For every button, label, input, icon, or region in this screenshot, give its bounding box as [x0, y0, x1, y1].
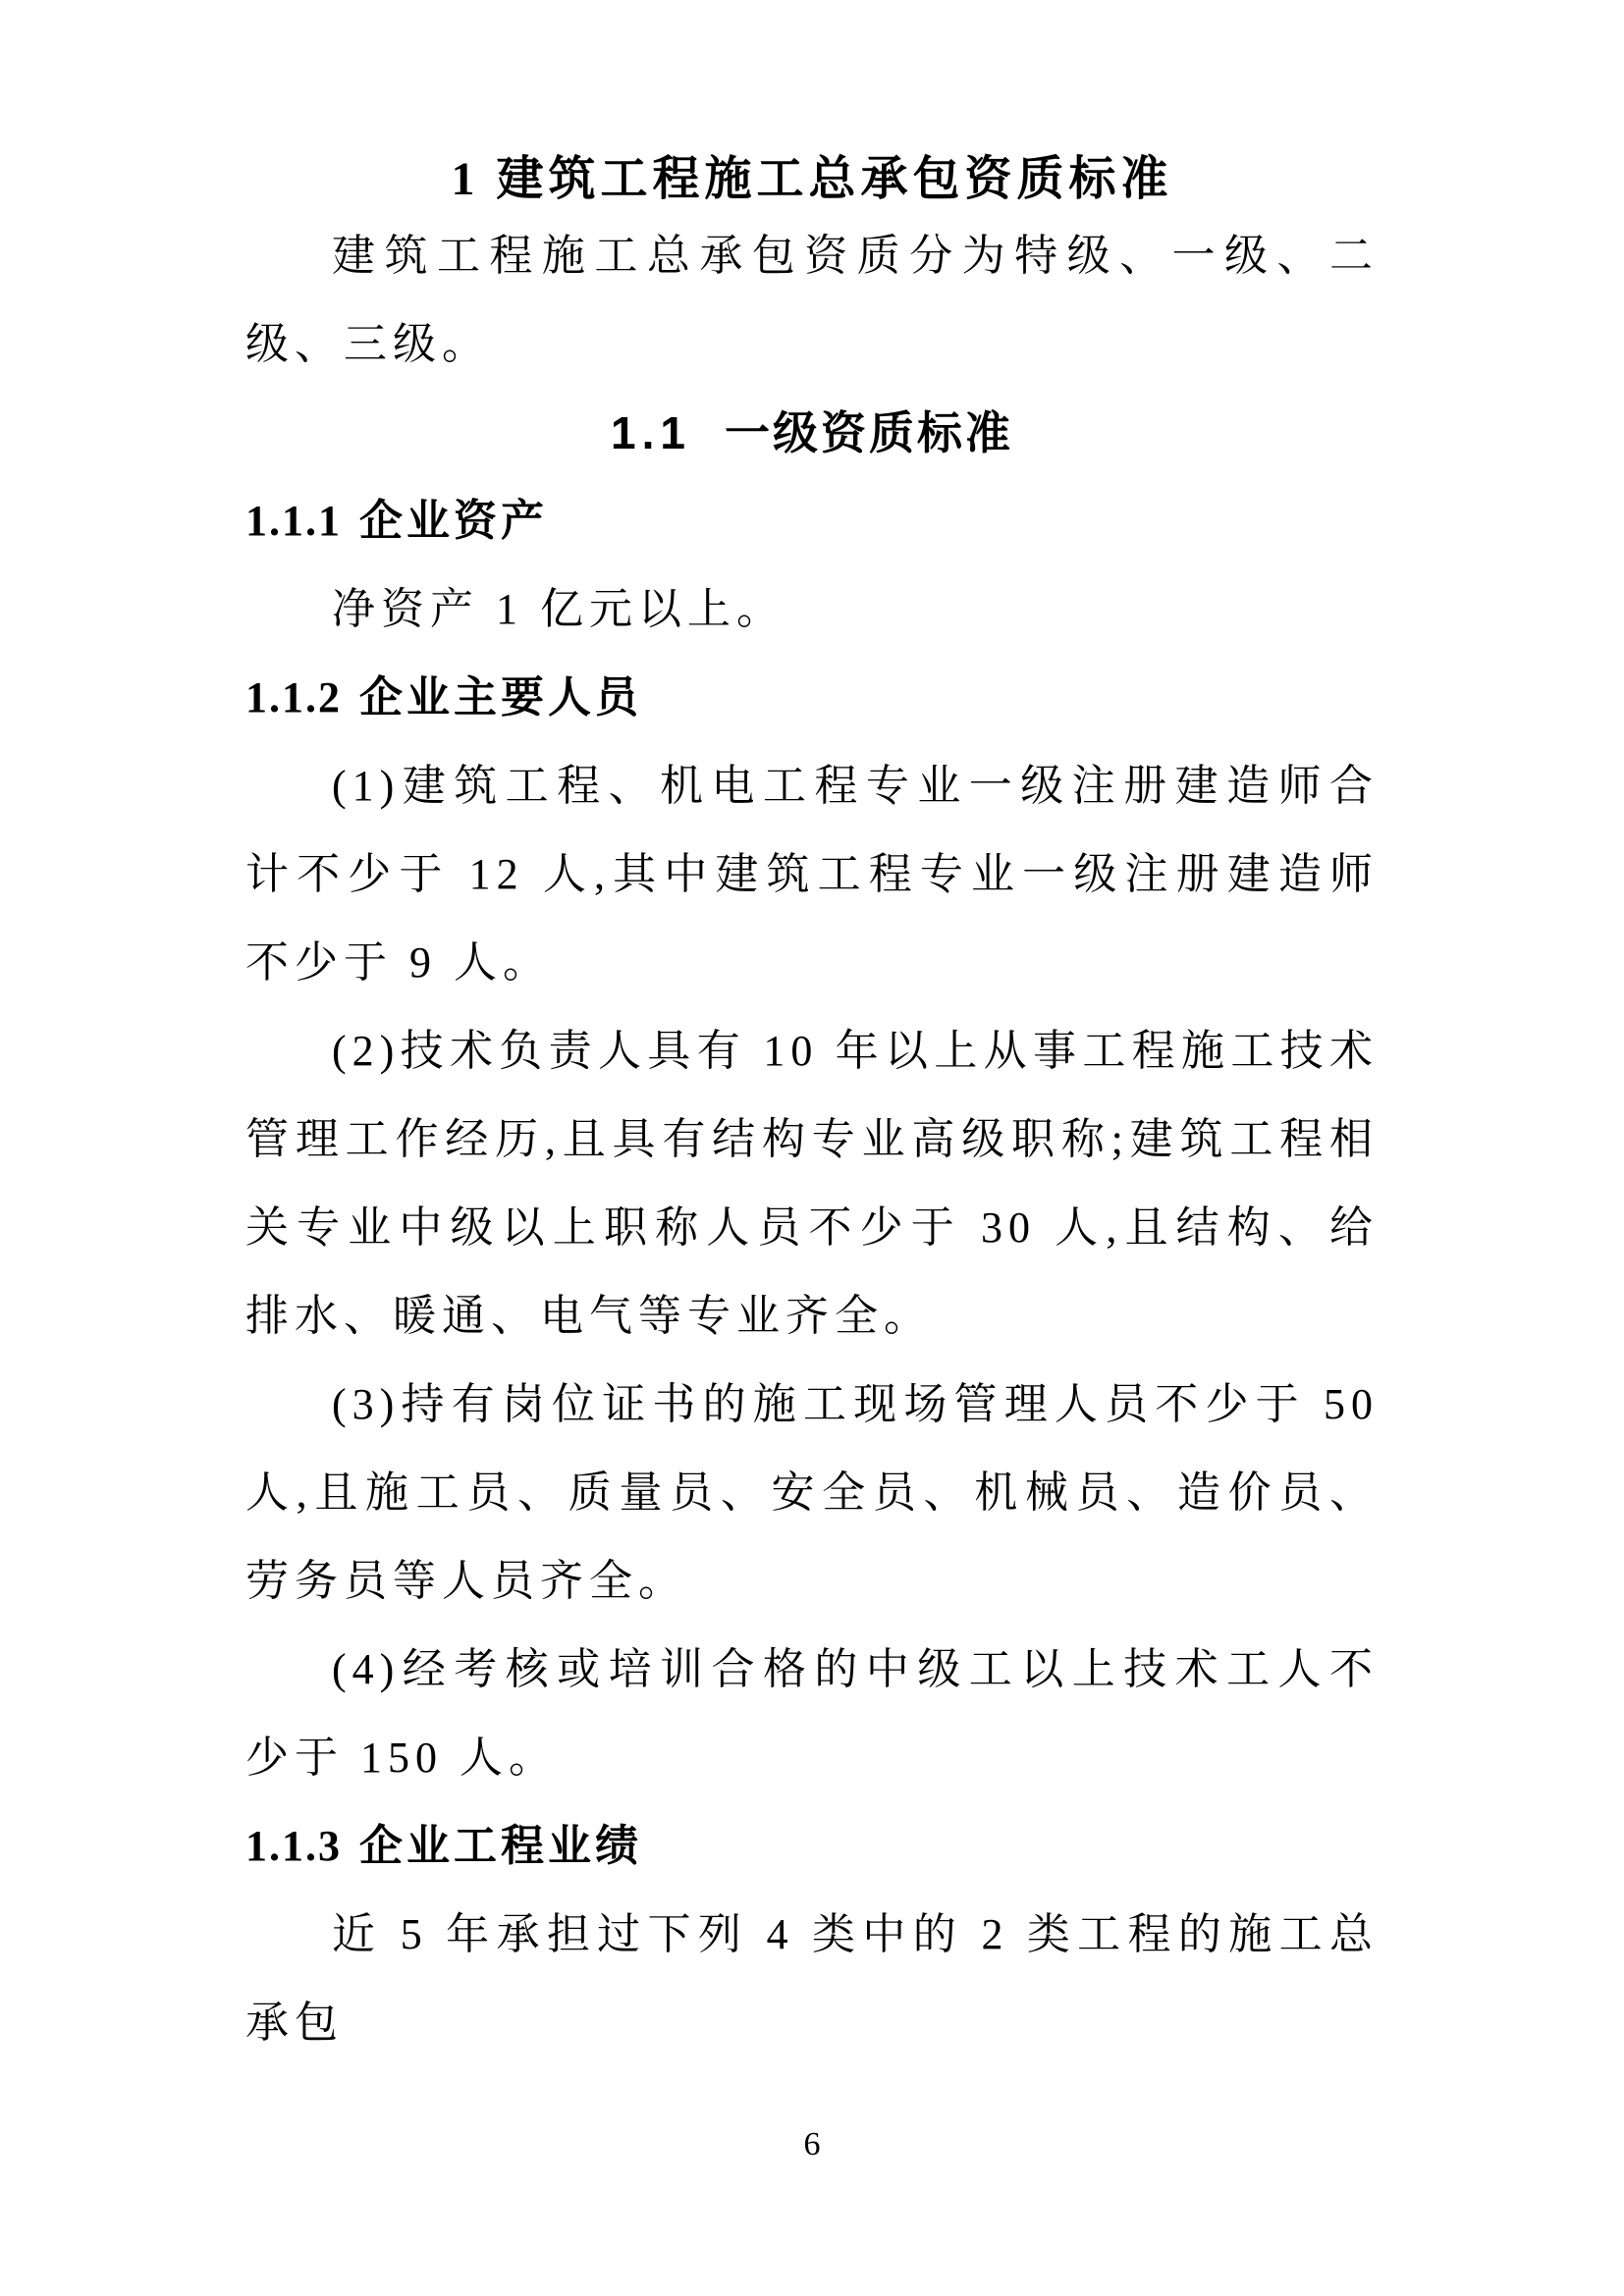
paragraph: 净资产 1 亿元以上。 — [332, 585, 785, 633]
page-content — [245, 0, 1379, 2067]
subsection-number: 1.1.3 — [245, 1822, 342, 1870]
subsection-title: 企业主要人员 — [359, 673, 642, 721]
paragraph: 近 5 年承担过下列 4 类中的 2 类工程的施工总承包 — [245, 1910, 1379, 2047]
subsection-title: 企业资产 — [359, 497, 548, 545]
paragraph: (3)持有岗位证书的施工现场管理人员不少于 50 人,且施工员、质量员、安全员、机械员、造价员、劳务员等人员齐全。 — [245, 1380, 1379, 1605]
subsection-number: 1.1.2 — [245, 673, 342, 721]
subsection-heading-3 — [245, 1802, 1379, 1891]
subsection-title: 企业工程业绩 — [359, 1822, 642, 1870]
paragraph: (4)经考核或培训合格的中级工以上技术工人不少于 150 人。 — [245, 1645, 1379, 1782]
paragraph: (1)建筑工程、机电工程专业一级注册建造师合计不少于 12 人,其中建筑工程专业一级注册建造师不少于 9 人。 — [245, 762, 1379, 987]
subsection-heading-2 — [245, 654, 1379, 742]
section-title: 一级资质标准 — [724, 407, 1013, 458]
intro-paragraph: 建筑工程施工总承包资质分为特级、一级、二级、三级。 — [245, 232, 1379, 368]
paragraph: (2)技术负责人具有 10 年以上从事工程施工技术管理工作经历,且具有结构专业高级职称;建筑工程相关专业中级以上职称人员不少于 30 人,且结构、给排水、暖通、电气等专业齐全。 — [245, 1027, 1379, 1340]
section-heading — [245, 389, 1379, 477]
document-title: 1 建筑工程施工总承包资质标准 — [451, 153, 1173, 205]
section-number: 1.1 — [611, 407, 691, 458]
page-number: 6 — [803, 2126, 821, 2163]
subsection-heading-1 — [245, 477, 1379, 565]
subsection-number: 1.1.1 — [245, 497, 342, 545]
